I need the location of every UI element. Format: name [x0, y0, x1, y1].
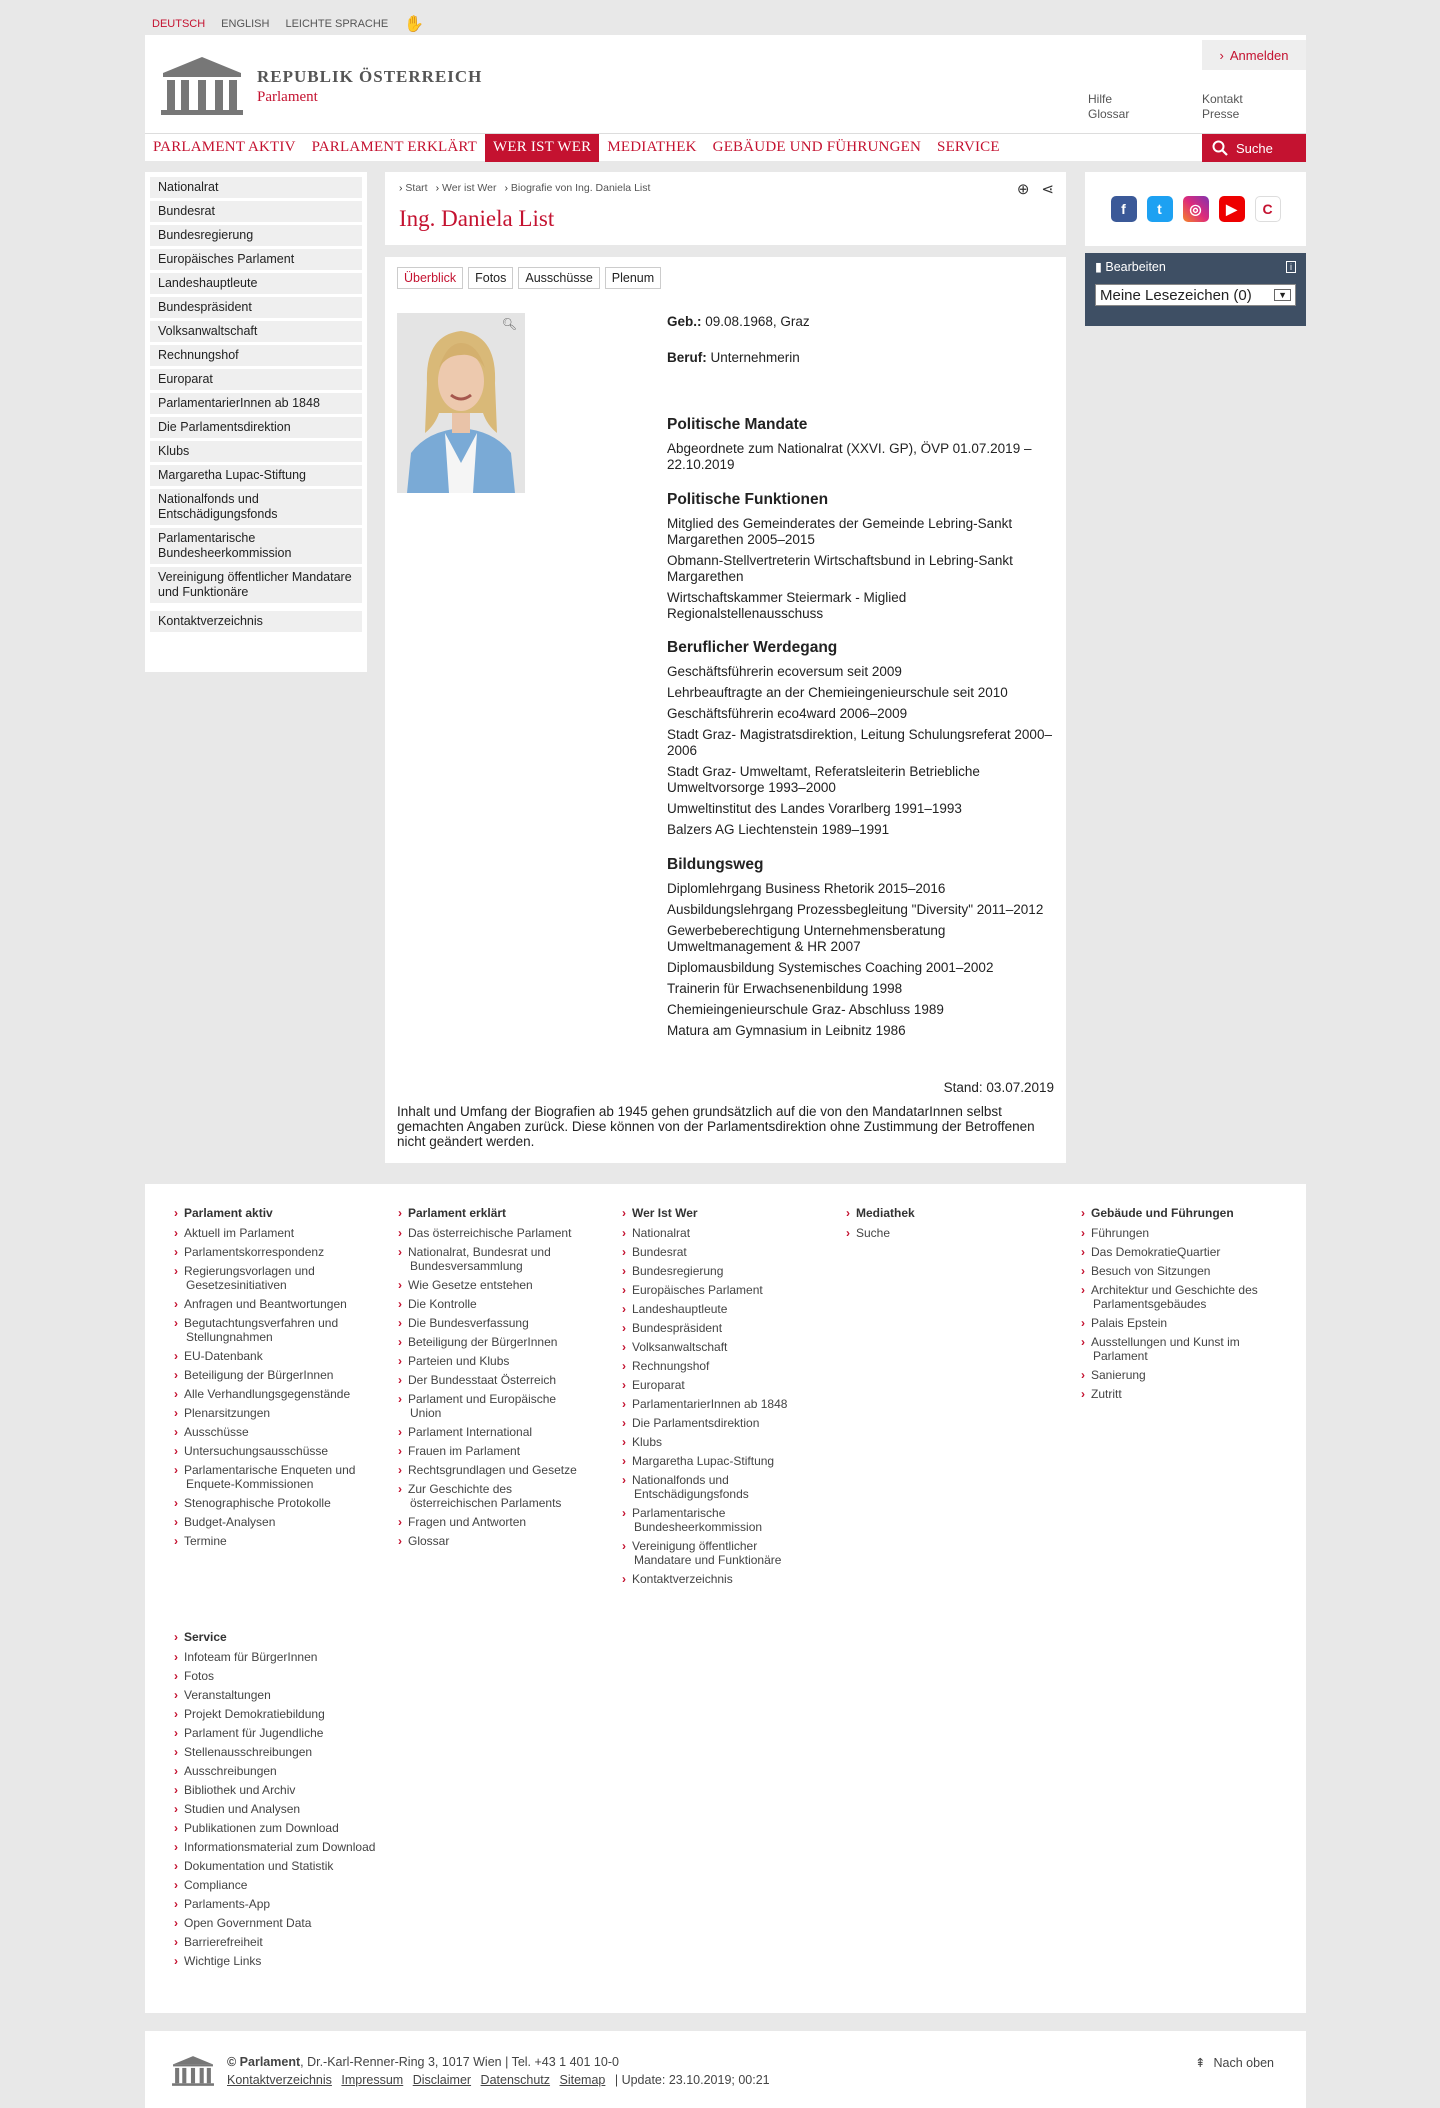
footer-link[interactable]: › Klubs [634, 1435, 809, 1449]
nav-gebaeude[interactable]: GEBÄUDE UND FÜHRUNGEN [712, 139, 922, 155]
footer-link[interactable]: › Projekt Demokratiebildung [186, 1707, 416, 1721]
footer-col-title[interactable]: › Wer Ist Wer [634, 1206, 809, 1220]
page-title: Ing. Daniela List [399, 206, 555, 231]
footer-link[interactable]: › Parlament für Jugendliche [186, 1726, 416, 1740]
footer-link[interactable]: › Landeshauptleute [634, 1302, 809, 1316]
footer-col-parlament-aktiv [186, 1206, 386, 1553]
sidebar-item[interactable]: Rechnungshof [150, 345, 362, 366]
section-werdegang-title: Beruflicher Werdegang [667, 639, 838, 656]
footer-link[interactable]: › Das DemokratieQuartier [1093, 1245, 1278, 1259]
werdegang-item: Balzers AG Liechtenstein 1989–1991 [667, 822, 890, 837]
footer-link[interactable]: › Glossar [410, 1534, 585, 1548]
nav-parlament-aktiv[interactable]: PARLAMENT AKTIV [153, 139, 296, 155]
birth-label: Geb.: [667, 314, 702, 329]
arrow-up-icon: ⇞ [1195, 2056, 1206, 2070]
nav-parlament-erklaert[interactable]: PARLAMENT ERKLÄRT [311, 139, 478, 155]
footer-link[interactable]: › Plenarsitzungen [186, 1406, 386, 1420]
footer-link[interactable]: › ParlamentarierInnen ab 1848 [634, 1397, 809, 1411]
footer-link[interactable]: › Architektur und Geschichte des Parlamentsgebäudes [1093, 1283, 1278, 1311]
bildung-item: Diplomlehrgang Business Rhetorik 2015–2016 [667, 881, 946, 896]
sidebar-item[interactable]: Bundesregierung [150, 225, 362, 246]
footer-link[interactable]: › Stellenausschreibungen [186, 1745, 416, 1759]
werdegang-item: Stadt Graz- Umweltamt, Referatsleiterin Betriebliche Umweltvorsorge 1993–2000 [667, 764, 980, 795]
facebook-icon[interactable]: f [1111, 196, 1137, 222]
breadcrumb-current: › Biografie von Ing. Daniela List [504, 182, 650, 194]
sidebar-item[interactable]: Europarat [150, 369, 362, 390]
footer-link[interactable]: › Fotos [186, 1669, 416, 1683]
footer-link[interactable]: › Volksanwaltschaft [634, 1340, 809, 1354]
footer-link[interactable]: › Rechnungshof [634, 1359, 809, 1373]
bildung-item: Chemieingenieurschule Graz- Abschluss 1989 [667, 1002, 944, 1017]
footer-link[interactable]: › Parlament und Europäische Union [410, 1392, 585, 1420]
footer-link[interactable]: › Parlament International [410, 1425, 585, 1439]
footer-link[interactable]: › Nationalrat, Bundesrat und Bundesversammlung [410, 1245, 585, 1273]
back-to-top-label: Nach oben [1213, 2056, 1274, 2070]
footer-col-title[interactable]: › Parlament erklärt [410, 1206, 585, 1220]
footer-link[interactable]: › Europäisches Parlament [634, 1283, 809, 1297]
language-bar [152, 14, 424, 34]
footer-link[interactable]: › Barrierefreiheit [186, 1935, 416, 1949]
footer-link[interactable]: › Open Government Data [186, 1916, 416, 1930]
sidebar-item[interactable]: Die Parlamentsdirektion [150, 417, 362, 438]
footer-link[interactable]: › Ausschüsse [186, 1425, 386, 1439]
bio-content [385, 257, 1066, 1163]
sidebar-item[interactable]: Volksanwaltschaft [150, 321, 362, 342]
footer-link[interactable]: › Studien und Analysen [186, 1802, 416, 1816]
footer-link[interactable]: › Bibliothek und Archiv [186, 1783, 416, 1797]
werdegang-item: Geschäftsführerin eco4ward 2006–2009 [667, 706, 908, 721]
funktion-item: Wirtschaftskammer Steiermark - Miglied Regionalstellenausschuss [667, 590, 907, 621]
footer-link[interactable]: › Veranstaltungen [186, 1688, 416, 1702]
instagram-icon[interactable]: ◎ [1183, 196, 1209, 222]
footer-link[interactable]: › Bundesrat [634, 1245, 809, 1259]
footer-link[interactable]: › Die Bundesverfassung [410, 1316, 585, 1330]
login-button[interactable] [1202, 40, 1306, 70]
portrait-image [397, 313, 525, 493]
sidebar-item[interactable]: Margaretha Lupac-Stiftung [150, 465, 362, 486]
footer-link[interactable]: › Parlamentarische Enqueten und Enquete-Kommissionen [186, 1463, 386, 1491]
footer-link[interactable]: › Beteiligung der BürgerInnen [186, 1368, 386, 1382]
search-icon [1212, 140, 1228, 156]
parliament-logo-icon[interactable] [171, 2055, 215, 2087]
footer-link[interactable]: › Nationalfonds und Entschädigungsfonds [634, 1473, 809, 1501]
bookmark-panel [1085, 253, 1306, 326]
copyright: © Parlament [227, 2055, 301, 2069]
footer-link[interactable]: › Das österreichische Parlament [410, 1226, 585, 1240]
footer-link[interactable]: › Parlamentskorrespondenz [186, 1245, 386, 1259]
footer-link[interactable]: › Dokumentation und Statistik [186, 1859, 416, 1873]
parlament-app-icon[interactable]: C [1255, 196, 1281, 222]
footer-col-title[interactable]: › Service [186, 1630, 416, 1644]
logo[interactable] [159, 55, 482, 117]
section-funktionen-title: Politische Funktionen [667, 491, 829, 508]
werdegang-item: Stadt Graz- Magistratsdirektion, Leitung Schulungsreferat 2000–2006 [667, 727, 1052, 758]
footer-link[interactable]: › Begutachtungsverfahren und Stellungnahmen [186, 1316, 386, 1344]
footer-link[interactable]: › Vereinigung öffentlicher Mandatare und Funktionäre [634, 1539, 809, 1567]
sidebar-item[interactable]: Vereinigung öffentlicher Mandatare und Funktionäre [150, 567, 362, 603]
footer-col-title[interactable]: › Parlament aktiv [186, 1206, 386, 1220]
sidebar-item[interactable]: Bundesrat [150, 201, 362, 222]
footer-link[interactable]: › Termine [186, 1534, 386, 1548]
footer-link[interactable]: › Zur Geschichte des österreichischen Parlaments [410, 1482, 585, 1510]
footer-link[interactable]: › Beteiligung der BürgerInnen [410, 1335, 585, 1349]
footer-sitemap [145, 1184, 1306, 2013]
footer-link[interactable]: › Alle Verhandlungsgegenstände [186, 1387, 386, 1401]
search-label: Suche [1236, 140, 1273, 156]
footer-link[interactable]: › Publikationen zum Download [186, 1821, 416, 1835]
parliament-logo-icon [159, 55, 245, 117]
footer-link[interactable]: › Kontaktverzeichnis [634, 1572, 809, 1586]
footer-link[interactable]: › Regierungsvorlagen und Gesetzesinitiativen [186, 1264, 386, 1292]
footer-link[interactable]: › Rechtsgrundlagen und Gesetze [410, 1463, 585, 1477]
share-icon[interactable]: ⋖ [1041, 181, 1054, 198]
footer-link[interactable]: › Palais Epstein [1093, 1316, 1278, 1330]
footer-link[interactable]: › Sanierung [1093, 1368, 1278, 1382]
footer-link[interactable]: › Infoteam für BürgerInnen [186, 1650, 416, 1664]
footer-col-wer-ist-wer [634, 1206, 809, 1591]
logo-title: REPUBLIK ÖSTERREICH [257, 66, 483, 86]
footer-link[interactable]: › Stenographische Protokolle [186, 1496, 386, 1510]
bildung-item: Diplomausbildung Systemisches Coaching 2001–2002 [667, 960, 994, 975]
footer-link[interactable]: › Führungen [1093, 1226, 1278, 1240]
info-icon[interactable]: i [1286, 261, 1296, 273]
werdegang-item: Lehrbeauftragte an der Chemieingenieurschule seit 2010 [667, 685, 1008, 700]
footer-link[interactable]: › Der Bundesstaat Österreich [410, 1373, 585, 1387]
update-info: | Update: 23.10.2019; 00:21 [614, 2073, 770, 2087]
bookmark-add-icon[interactable]: ⊕ [1016, 181, 1030, 198]
footer-link[interactable]: › Ausschreibungen [186, 1764, 416, 1778]
footer-link[interactable]: › Margaretha Lupac-Stiftung [634, 1454, 809, 1468]
footer-link[interactable]: › EU-Datenbank [186, 1349, 386, 1363]
title-box [385, 172, 1066, 245]
footer-link[interactable]: › Die Kontrolle [410, 1297, 585, 1311]
bookmark-icon: ▮ [1095, 260, 1106, 274]
profession-label: Beruf: [667, 350, 707, 365]
sidebar-item[interactable]: Nationalrat [150, 177, 362, 198]
bildung-item: Gewerbeberechtigung Unternehmensberatung Umweltmanagement & HR 2007 [667, 923, 946, 954]
address: , Dr.-Karl-Renner-Ring 3, 1017 Wien | Tel. +43 1 401 10-0 [300, 2055, 619, 2069]
social-links [1085, 172, 1306, 246]
footer-link-disclaimer[interactable]: Disclaimer [412, 2073, 472, 2087]
main-nav [145, 133, 1306, 161]
footer-link[interactable]: › Wichtige Links [186, 1954, 416, 1968]
footer-link[interactable]: › Nationalrat [634, 1226, 809, 1240]
bookmark-select[interactable] [1095, 284, 1296, 306]
login-label: Anmelden [1229, 47, 1289, 63]
contact-link[interactable]: Kontakt [1202, 92, 1243, 106]
sidebar-item[interactable]: Bundespräsident [150, 297, 362, 318]
footer-link[interactable]: › Suche [858, 1226, 1033, 1240]
footer-link[interactable]: › Anfragen und Beantwortungen [186, 1297, 386, 1311]
footer-link[interactable]: › Ausstellungen und Kunst im Parlament [1093, 1335, 1278, 1363]
page-footer [145, 2031, 1306, 2108]
breadcrumb [399, 182, 650, 194]
footer-col-title[interactable]: › Gebäude und Führungen [1093, 1206, 1278, 1220]
footer-link-kontakt[interactable]: Kontaktverzeichnis [227, 2073, 332, 2087]
press-link[interactable]: Presse [1202, 107, 1240, 121]
sidebar-item[interactable]: Klubs [150, 441, 362, 462]
bookmark-edit-label[interactable]: Bearbeiten [1105, 260, 1166, 274]
tab-ueberblick[interactable]: Überblick [397, 267, 463, 289]
footer-link-sitemap[interactable]: Sitemap [559, 2073, 606, 2087]
profession-value: Unternehmerin [710, 350, 800, 365]
sidebar-item[interactable]: Europäisches Parlament [150, 249, 362, 270]
bildung-item: Trainerin für Erwachsenenbildung 1998 [667, 981, 903, 996]
footer-col-gebaeude [1093, 1206, 1278, 1406]
footer-link[interactable]: › Aktuell im Parlament [186, 1226, 386, 1240]
help-link[interactable]: Hilfe [1088, 92, 1113, 106]
tab-plenum[interactable]: Plenum [605, 267, 661, 289]
sidebar-item[interactable]: ParlamentarierInnen ab 1848 [150, 393, 362, 414]
tab-fotos[interactable]: Fotos [468, 267, 513, 289]
footer-link[interactable]: › Europarat [634, 1378, 809, 1392]
footer-link[interactable]: › Informationsmaterial zum Download [186, 1840, 416, 1854]
footer-link[interactable]: › Fragen und Antworten [410, 1515, 585, 1529]
footer-link[interactable]: › Budget-Analysen [186, 1515, 386, 1529]
back-to-top[interactable] [1195, 2055, 1274, 2070]
sidebar [145, 172, 367, 672]
footer-col-service [186, 1630, 416, 1973]
footer-link-datenschutz[interactable]: Datenschutz [480, 2073, 551, 2087]
bildung-item: Ausbildungslehrgang Prozessbegleitung "Diversity" 2011–2012 [667, 902, 1044, 917]
funktion-item: Obmann-Stellvertreterin Wirtschaftsbund in Lebring-Sankt Margarethen [667, 553, 1013, 584]
werdegang-item: Umweltinstitut des Landes Vorarlberg 1991–1993 [667, 801, 962, 816]
sign-language-icon[interactable]: ✋ [404, 16, 425, 33]
lang-leichte-sprache[interactable]: LEICHTE SPRACHE [285, 18, 389, 30]
werdegang-item: Geschäftsführerin ecoversum seit 2009 [667, 664, 902, 679]
footer-link[interactable]: › Compliance [186, 1878, 416, 1892]
footer-link-impressum[interactable]: Impressum [341, 2073, 404, 2087]
chevron-down-icon: ▼ [1274, 289, 1291, 301]
tab-ausschuesse[interactable]: Ausschüsse [518, 267, 599, 289]
sidebar-item[interactable]: Landeshauptleute [150, 273, 362, 294]
youtube-icon[interactable]: ▶ [1219, 196, 1245, 222]
footer-link[interactable]: › Frauen im Parlament [410, 1444, 585, 1458]
breadcrumb-wer-ist-wer[interactable]: › Wer ist Wer [436, 182, 497, 194]
mandate-item: Abgeordnete zum Nationalrat (XXVI. GP), ÖVP 01.07.2019 – 22.10.2019 [667, 441, 1032, 472]
footer-link[interactable]: › Wie Gesetze entstehen [410, 1278, 585, 1292]
sidebar-item[interactable]: Nationalfonds und Entschädigungsfonds [150, 489, 362, 525]
section-mandate-title: Politische Mandate [667, 416, 808, 433]
footer-link[interactable]: › Bundesregierung [634, 1264, 809, 1278]
funktion-item: Mitglied des Gemeinderates der Gemeinde Lebring-Sankt Margarethen 2005–2015 [667, 516, 1013, 547]
lang-english[interactable]: ENGLISH [221, 18, 270, 30]
nav-service[interactable]: SERVICE [937, 139, 1000, 155]
footer-link[interactable]: › Parlaments-App [186, 1897, 416, 1911]
search-button[interactable] [1202, 134, 1306, 162]
stand-date: Stand: 03.07.2019 [943, 1080, 1054, 1095]
profession-info [667, 350, 1057, 366]
nav-wer-ist-wer[interactable]: WER IST WER [485, 134, 599, 162]
footer-link[interactable]: › Zutritt [1093, 1387, 1278, 1401]
nav-mediathek[interactable]: MEDIATHEK [607, 139, 697, 155]
footer-link[interactable]: › Parteien und Klubs [410, 1354, 585, 1368]
logo-subtitle: Parlament [257, 88, 318, 105]
breadcrumb-start[interactable]: › Start [399, 182, 428, 194]
footer-link[interactable]: › Parlamentarische Bundesheerkommission [634, 1506, 809, 1534]
twitter-icon[interactable]: t [1147, 196, 1173, 222]
footer-link[interactable]: › Die Parlamentsdirektion [634, 1416, 809, 1430]
birth-value: 09.08.1968, Graz [705, 314, 810, 329]
sidebar-item[interactable]: Parlamentarische Bundesheerkommission [150, 528, 362, 564]
zoom-icon[interactable]: 🔍︎ [501, 317, 517, 331]
footer-col-parlament-erklaert [410, 1206, 585, 1553]
header [145, 35, 1306, 161]
footer-link[interactable]: › Untersuchungsausschüsse [186, 1444, 386, 1458]
footer-col-title[interactable]: › Mediathek [858, 1206, 1033, 1220]
bookmark-select-value: Meine Lesezeichen (0) [1100, 286, 1252, 304]
footer-link[interactable]: › Bundespräsident [634, 1321, 809, 1335]
sidebar-item[interactable]: Kontaktverzeichnis [150, 611, 362, 632]
tabs [397, 267, 661, 289]
disclaimer-note: Inhalt und Umfang der Biografien ab 1945 gehen grundsätzlich auf die von den MandatarInnen selbst gemachten Angaben zurück. Diese können von der Parlamentsdirektion ohne Zustimmung der Betroffenen nicht geändert werden. [397, 1104, 1035, 1149]
section-bildung-title: Bildungsweg [667, 856, 764, 873]
birth-info [667, 314, 1057, 330]
glossary-link[interactable]: Glossar [1088, 107, 1130, 121]
footer-link[interactable]: › Besuch von Sitzungen [1093, 1264, 1278, 1278]
lang-deutsch[interactable]: DEUTSCH [152, 18, 206, 30]
portrait-photo[interactable] [397, 313, 525, 493]
chevron-right-icon: › [1219, 47, 1224, 63]
bildung-item: Matura am Gymnasium in Leibnitz 1986 [667, 1023, 906, 1038]
footer-col-mediathek [858, 1206, 1033, 1245]
